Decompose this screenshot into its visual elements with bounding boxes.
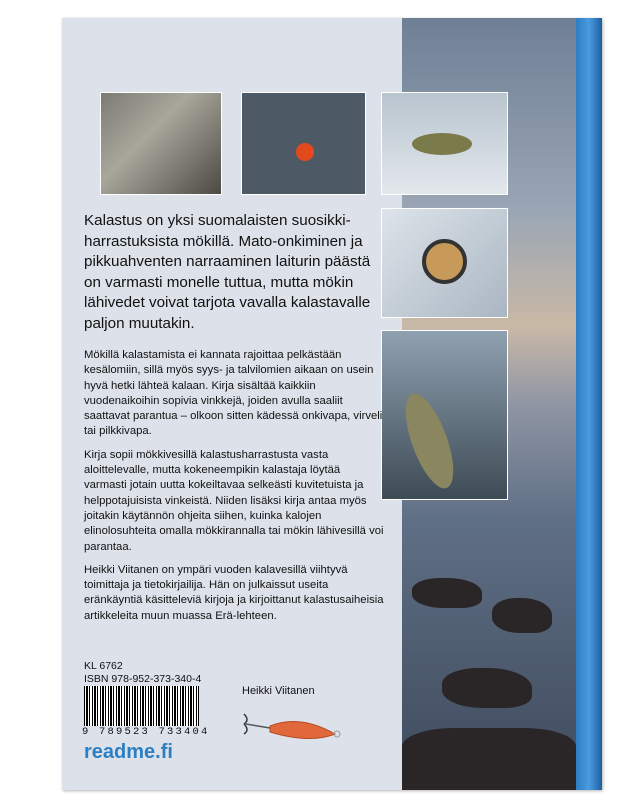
barcode [84,686,199,726]
author-name: Heikki Viitanen [242,685,315,697]
catalog-info [84,660,201,686]
rock [412,578,482,608]
perch [412,133,472,155]
publisher-logo: readme.fi [84,741,173,763]
paragraph: Kirja sopii mökkivesillä kalastusharrastusta vasta aloittelevalle, mutta kokeneempikin kalastaja löytää varmasti jotain uutta kokeiltavaa selkeästi kuvitetuista ja helppotajuisista vinkeistä. Niiden lisäksi kirja antaa myös joitakin käytännön ohjeita siihen, kuinka kalojen elinolosuhteita omalla mökkirannalla tai mökin lähivesillä voi parantaa. [84,448,384,553]
barcode-digits: 9 789523 733404 [82,726,210,738]
author-bio: Heikki Viitanen on ympäri vuoden kalavesillä viihtyvä toimittaja ja tietokirjailija. Hän on julkaissut useita eränkäyntiä käsitteleviä kirjoja ja kirjoittanut kalastusaiheisia artikkeleita muun muassa Erä-lehteen. [84,563,384,622]
rock [492,598,552,633]
float-bobber-photo [241,92,366,195]
bobber [296,143,314,161]
perch-on-ice-photo [381,92,508,195]
spine [576,18,602,790]
pike [396,388,463,494]
reel [422,239,467,284]
fishing-reel-photo [381,208,508,318]
isbn: ISBN 978-952-373-340-4 [84,673,202,685]
book-back-cover [62,18,602,790]
fishing-lure-icon [240,706,350,751]
shoreline-rock [402,728,576,790]
intro-text: Kalastus on yksi suomalaisten suosikki-harrastuksista mökillä. Mato-onkiminen ja pikkuahventen narraaminen laiturin päästä on varmasti monelle tuttua, mutta mökin lähivedet voivat tarjota vavalla kalastavalle paljon muutakin. [84,212,371,332]
description [84,348,384,632]
pike-catch-photo [381,330,508,500]
kl-code: KL 6762 [84,660,123,672]
rock [442,668,532,708]
fish-on-dock-photo [100,92,222,195]
paragraph: Mökillä kalastamista ei kannata rajoittaa pelkästään kesälomiin, sillä myös syys- ja talvilomien aikaan on usein hyvä hetki lähteä kalaan. Kirja sisältää kaikkiin vuodenaikoihin sopivia vinkkejä, joiden avulla saaliit saattavat parantua – olkoon sitten kädessä onkivapa, virveli tai pilkkivapa. [84,349,383,438]
